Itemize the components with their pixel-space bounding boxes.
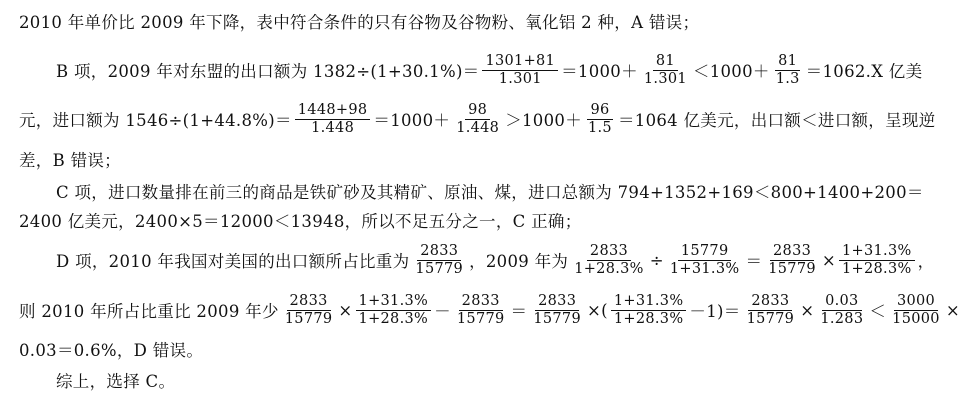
line-8-text-8: ＜ (869, 302, 887, 321)
line-7-text-4: ＝ (745, 252, 763, 271)
line-6 (0, 207, 922, 233)
fraction: $\frac{2833}{15779}$ (768, 242, 816, 277)
line-7-text-2: ，2009 年为 (469, 252, 569, 271)
fraction: $\frac{96}{1.5}$ (588, 101, 612, 136)
fraction: $\frac{2833}{1+28.3\%}$ (574, 242, 644, 277)
fraction: $\frac{1+31.3\%}{1+28.3\%}$ (611, 293, 687, 327)
fraction: $\frac{1+31.3\%}{1+28.3\%}$ (356, 293, 432, 327)
line-9 (0, 336, 922, 362)
line-2-text-4: ＝1062.X 亿美 (805, 62, 923, 81)
line-10 (0, 367, 959, 393)
line-6-text: 2400 亿美元，2400×5＝12000＜13948，所以不足五分之一，C 正确； (19, 212, 582, 231)
fraction: $\frac{2833}{15779}$ (746, 292, 795, 327)
line-9-text: 0.03＝0.6%，D 错误。 (19, 341, 204, 360)
fraction: $\frac{98}{1.448}$ (456, 101, 500, 136)
line-2-text-2: ＝1000＋ (561, 62, 638, 81)
line-3-text-2: ＝1000＋ (373, 111, 451, 130)
line-1-text: 2010 年单价比 2009 年下降，表中符合条件的只有谷物及谷物粉、氧化铝 2 种，A 错误； (19, 13, 700, 32)
fraction: $\frac{1301+81}{1.301}$ (482, 53, 558, 87)
line-7-text-1: D 项，2010 年我国对美国的出口额所占比重为 (56, 252, 410, 271)
line-5-text: C 项，进口数量排在前三的商品是铁矿砂及其精矿、原油、煤，进口总额为 794+1352+169＜800+1400+200＝ (56, 183, 924, 202)
fraction: $\frac{3000}{15000}$ (892, 292, 940, 327)
line-3-text-4: ＝1064 亿美元，出口额＜进口额，呈现逆 (617, 111, 936, 130)
fraction: $\frac{1448+98}{1.448}$ (295, 102, 371, 136)
line-8-text-3: － (434, 302, 451, 321)
fraction: $\frac{15779}{1+31.3\%}$ (669, 242, 740, 277)
line-7-text-6: ， (917, 252, 935, 271)
line-3-text-1: 元，进口额为 1546÷(1+44.8%)＝ (19, 111, 292, 130)
fraction: $\frac{1+31.3\%}{1+28.3\%}$ (839, 243, 915, 277)
fraction: $\frac{81}{1.3}$ (775, 52, 800, 87)
line-4-text: 差，B 错误； (19, 151, 121, 170)
line-5 (0, 178, 959, 204)
line-3 (0, 95, 936, 143)
line-10-text: 综上，选择 C。 (56, 372, 176, 391)
fraction: $\frac{2833}{15779}$ (456, 292, 505, 327)
line-8-text-9: × (945, 300, 960, 320)
line-2 (0, 46, 923, 94)
fraction: $\frac{0.03}{1.283}$ (820, 292, 864, 327)
line-8-text-6: －1)＝ (689, 302, 741, 321)
fraction: $\frac{2833}{15779}$ (533, 292, 581, 327)
fraction: $\frac{2833}{15779}$ (415, 242, 464, 277)
line-2-text-3: ＜1000＋ (692, 62, 770, 81)
line-8 (0, 286, 960, 334)
line-7-text-3: ÷ (649, 250, 664, 270)
line-8-text-1: 则 2010 年所占比重比 2009 年少 (19, 302, 279, 321)
line-7-text-5: × (821, 250, 837, 270)
line-4 (0, 146, 922, 172)
line-8-text-4: ＝ (510, 302, 528, 321)
line-3-text-3: ＞1000＋ (505, 111, 582, 130)
line-8-text-5: ×( (587, 300, 608, 320)
fraction: $\frac{81}{1.301}$ (643, 52, 687, 87)
line-8-text-2: × (338, 300, 353, 320)
line-7 (0, 236, 935, 284)
fraction: $\frac{2833}{15779}$ (284, 292, 333, 327)
line-8-text-7: × (800, 300, 815, 320)
line-2-text-1: B 项，2009 年对东盟的出口额为 1382÷(1+30.1%)＝ (56, 62, 480, 81)
line-1 (0, 8, 922, 34)
